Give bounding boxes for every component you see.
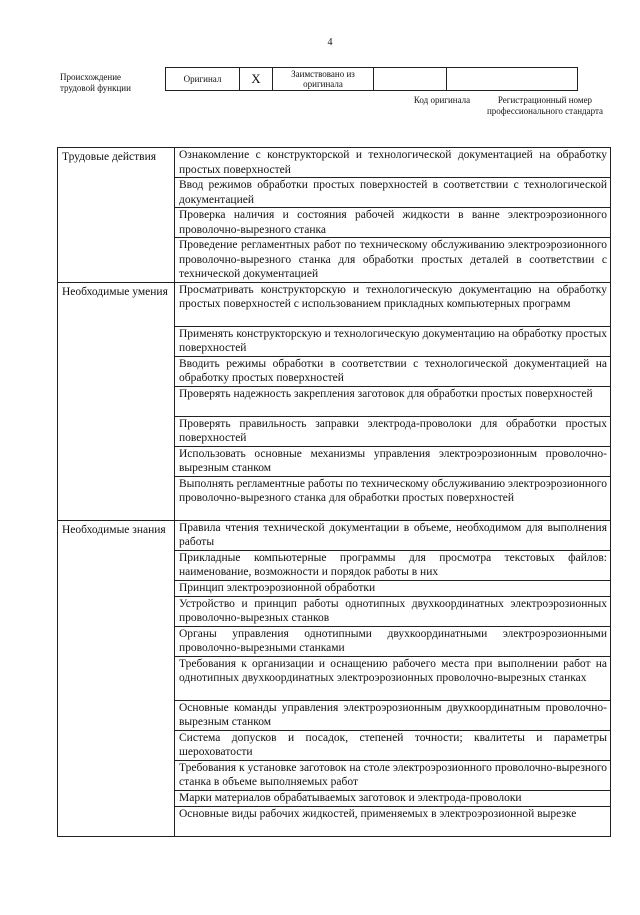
list-item: Выполнять регламентные работы по техническому обслуживанию электроэрозионного проволочно-вырезного станка для обработки простых поверхностей [179, 477, 607, 504]
list-item: Просматривать конструкторскую и технологическую документацию на обработку простых поверхностей с использованием прикладных компьютерных программ [179, 283, 607, 310]
row-label-knowledge: Необходимые знания [58, 520, 175, 836]
regnum-cell [447, 68, 578, 91]
list-item: Принцип электроэрозионной обработки [179, 581, 376, 594]
origin-table [165, 67, 578, 91]
original-label: Оригинал [166, 68, 240, 91]
list-item: Проверять надежность закрепления заготовок для обработки простых поверхностей [179, 387, 593, 400]
list-item: Марки материалов обрабатываемых заготовок и электрода-проволоки [179, 791, 522, 804]
list-item: Требования к организации и оснащению рабочего места при выполнении работ на однотипных двухкоординатных электроэрозионных проволочно-вырезных станках [179, 657, 607, 684]
origin-label: Происхождение трудовой функции [60, 72, 131, 93]
list-item: Проведение регламентных работ по техническому обслуживанию электроэрозионного проволочно-вырезного станка для обработки простых деталей в соответствии с технической документацией [179, 239, 607, 280]
table-row [58, 282, 611, 326]
regnum-caption: Регистрационный номер профессионального стандарта [486, 95, 604, 116]
list-item: Проверять правильность заправки электрода-проволоки для обработки простых поверхностей [179, 417, 607, 444]
borrowed-label: Заимствовано из оригинала [273, 68, 374, 91]
list-item: Основные виды рабочих жидкостей, применяемых в электроэрозионной вырезке [179, 807, 577, 820]
page-number: 4 [327, 37, 333, 48]
list-item: Использовать основные механизмы управления электроэрозионным проволочно-вырезным станком [179, 447, 607, 474]
list-item: Требования к установке заготовок на столе электроэрозионного проволочно-вырезного станка в объеме выполняемых работ [179, 761, 607, 788]
list-item: Вводить режимы обработки в соответствии с технологической документацией на обработку простых поверхностей [179, 357, 607, 384]
code-original-cell [374, 68, 447, 91]
row-label-actions: Трудовые действия [58, 148, 175, 283]
list-item: Основные команды управления электроэрозионным двухкоординатным проволочно-вырезным станком [179, 701, 607, 728]
labor-function-table [57, 147, 611, 837]
list-item: Правила чтения технической документации в объеме, необходимом для выполнения работы [179, 521, 607, 548]
list-item: Устройство и принцип работы однотипных двухкоординатных электроэрозионных проволочно-вырезных станков [179, 597, 607, 624]
list-item: Прикладные компьютерные программы для просмотра текстовых файлов: наименование, возможности и порядок работы в них [179, 551, 607, 578]
list-item: Проверка наличия и состояния рабочей жидкости в ванне электроэрозионного проволочно-вырезного станка [179, 209, 607, 236]
list-item: Ознакомление с конструкторской и технологической документацией на обработку простых поверхностей [179, 149, 607, 176]
list-item: Ввод режимов обработки простых поверхностей в соответствии с технологической документацией [179, 179, 607, 206]
list-item: Применять конструкторскую и технологическую документацию на обработку простых поверхностей [179, 327, 607, 354]
row-label-skills: Необходимые умения [58, 282, 175, 520]
original-mark: X [240, 68, 273, 91]
list-item: Система допусков и посадок, степеней точности; квалитеты и параметры шероховатости [179, 731, 607, 758]
list-item: Органы управления однотипными двухкоординатными электроэрозионными проволочно-вырезными станками [179, 627, 607, 654]
code-caption: Код оригинала [413, 95, 471, 105]
table-row [58, 520, 611, 550]
table-row [58, 148, 611, 178]
